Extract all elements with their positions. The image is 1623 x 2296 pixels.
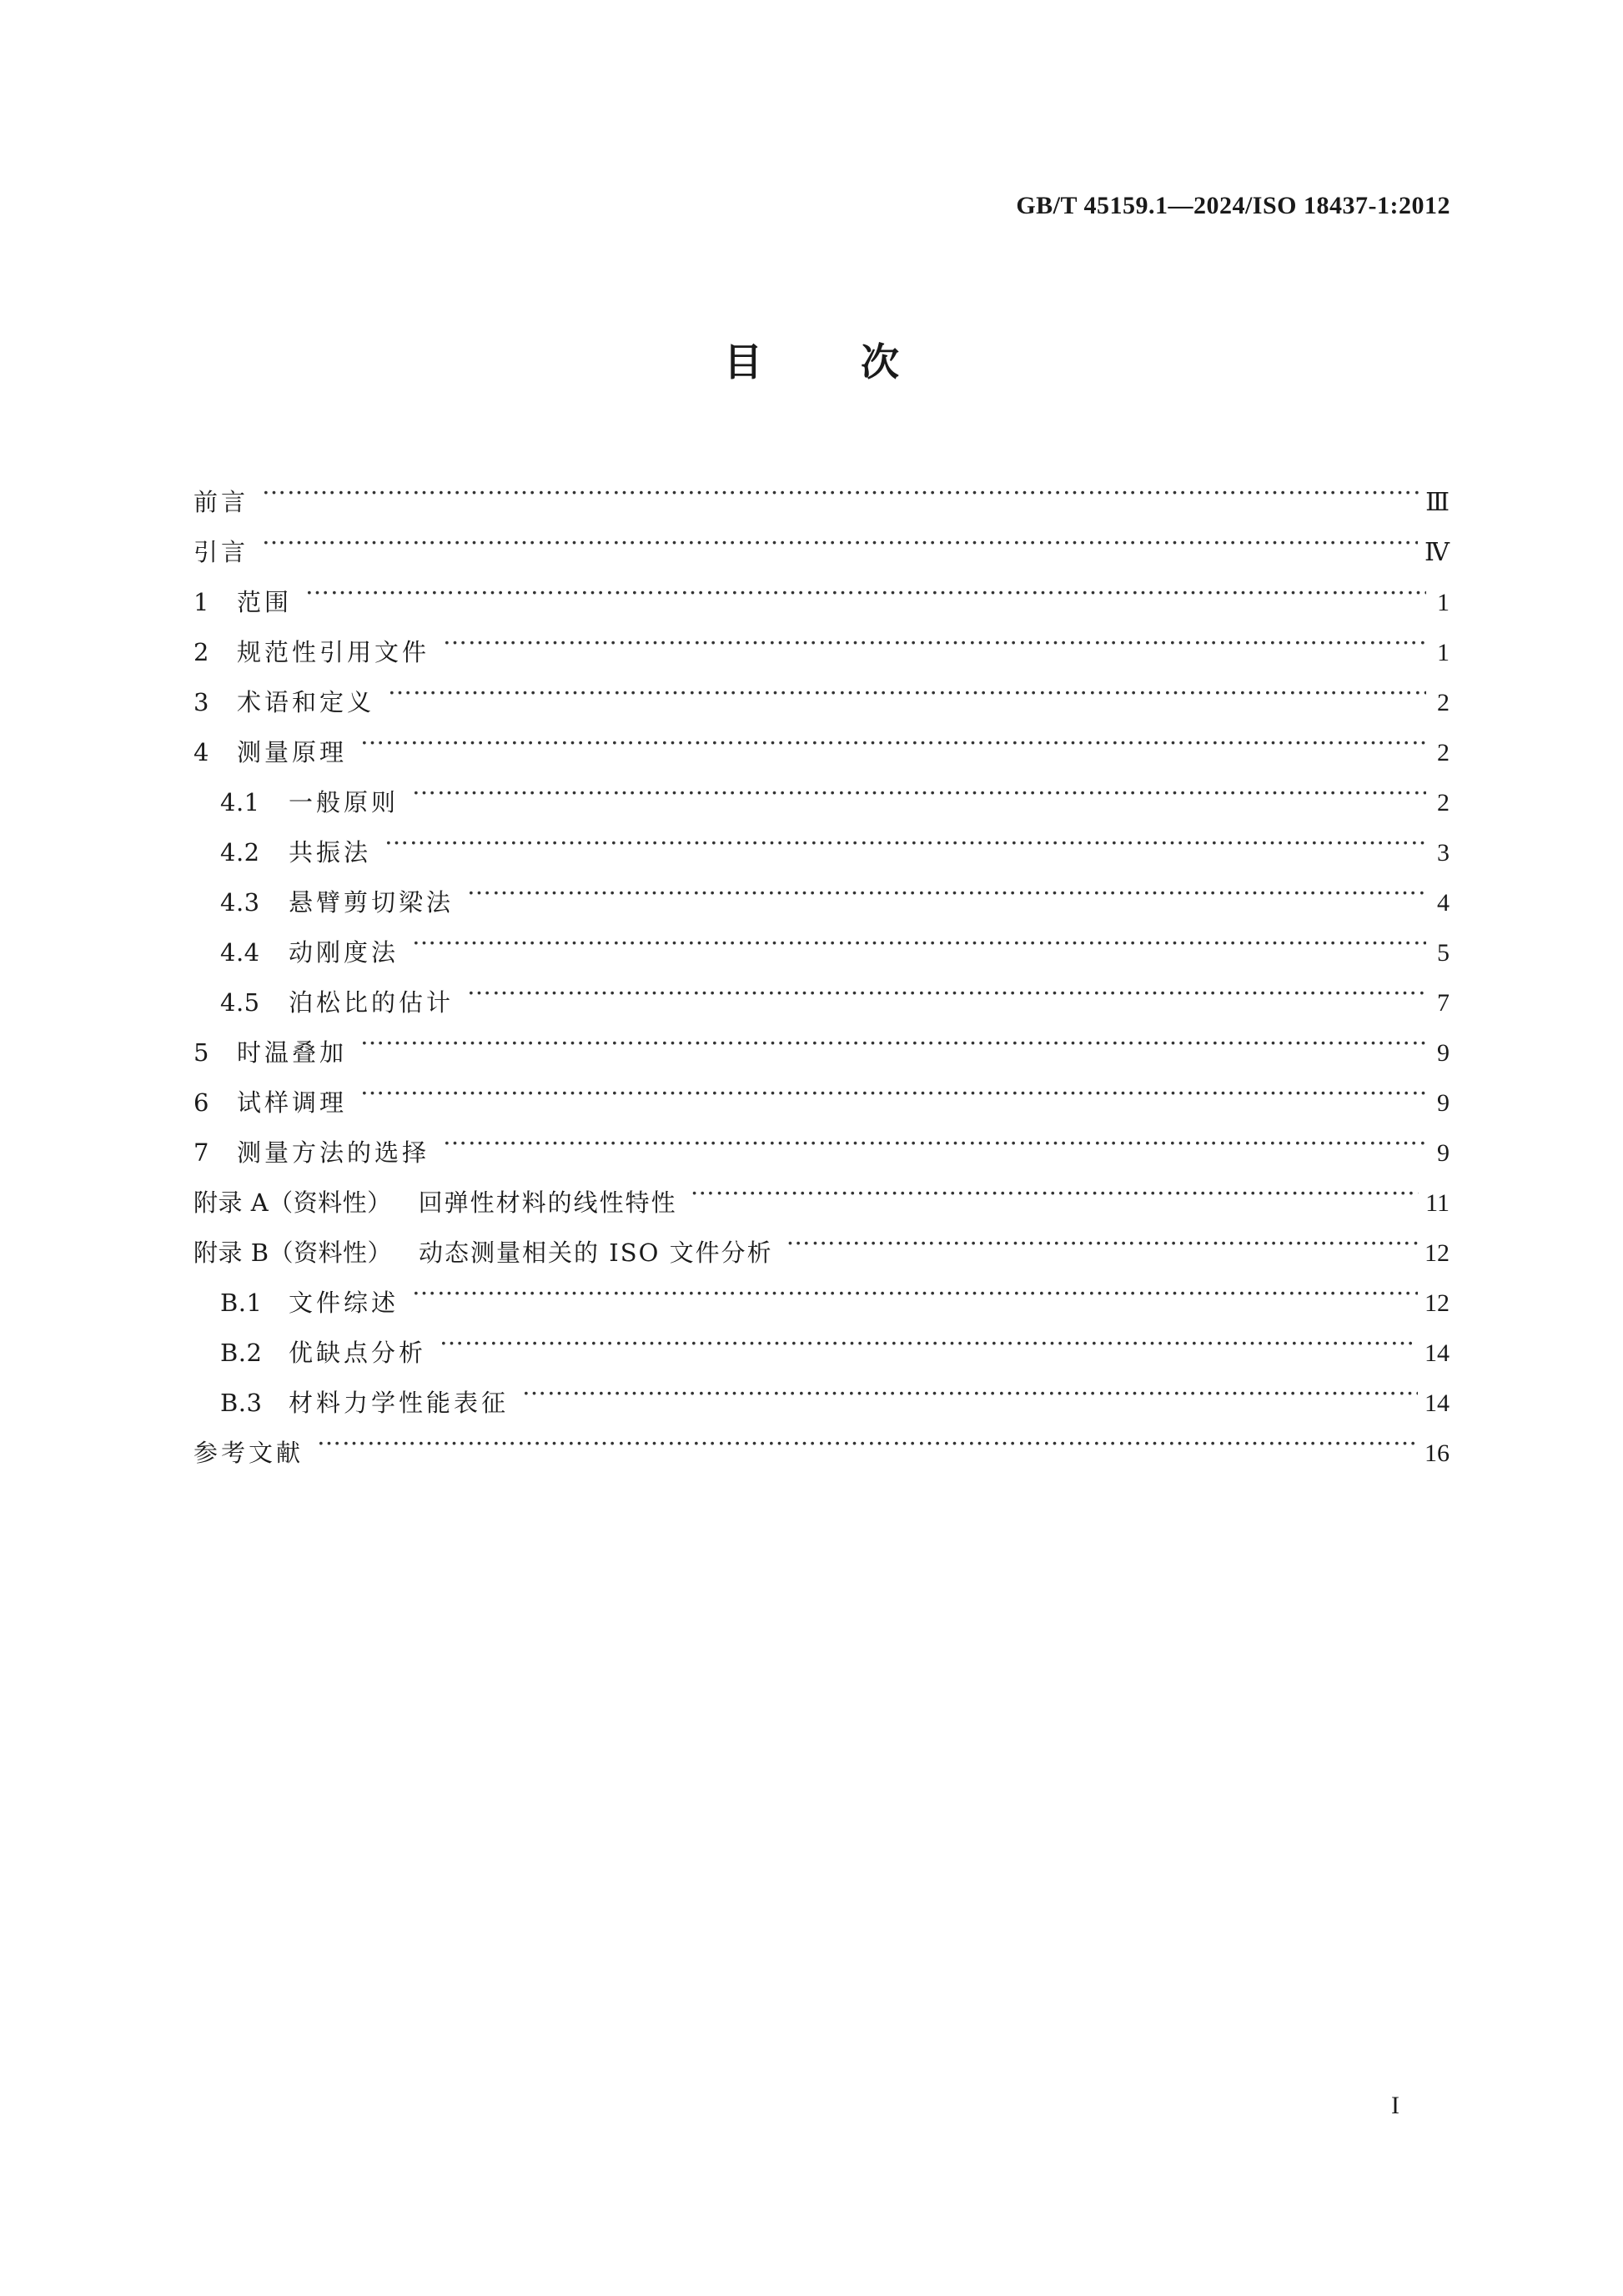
toc-entry-number: 4 (193, 738, 209, 766)
toc-entry-page: 2 (1437, 789, 1450, 816)
toc-entry-foreword[interactable] (193, 460, 1450, 516)
toc-entry-4-1[interactable] (193, 761, 1450, 816)
toc-entry-title: 一般原则 (289, 788, 399, 816)
toc-entry-number: 4.1 (220, 788, 260, 816)
toc-entry-page: 16 (1425, 1439, 1450, 1467)
toc-entry-title: 引言 (193, 538, 249, 566)
dot-leader (317, 1411, 1418, 1461)
toc-entry-title: 共振法 (289, 838, 372, 867)
page-number: I (1391, 2092, 1399, 2119)
toc-entry-title: 优缺点分析 (289, 1339, 427, 1367)
toc-entry-page: 2 (1437, 739, 1450, 766)
toc-entry-number: B.1 (220, 1289, 263, 1317)
dot-leader (440, 1311, 1418, 1361)
dot-leader (360, 1061, 1426, 1111)
toc-entry-number: 5 (193, 1038, 209, 1067)
toc-entry-page: 12 (1425, 1239, 1450, 1267)
dot-leader (467, 861, 1426, 911)
dot-leader (262, 510, 1418, 560)
toc-entry-number: 附录 A（资料性） (193, 1188, 392, 1217)
toc-entry-page: Ⅲ (1425, 489, 1450, 516)
toc-entry-number: 6 (193, 1088, 209, 1117)
dot-leader (443, 610, 1426, 661)
dot-leader (522, 1361, 1418, 1411)
toc-entry-number: 1 (193, 588, 209, 616)
toc-entry-page: 7 (1437, 989, 1450, 1017)
toc-entry-6[interactable] (193, 1061, 1450, 1117)
toc-entry-title: 范围 (237, 588, 293, 616)
toc-entry-page: 9 (1437, 1139, 1450, 1167)
toc-entry-page: 1 (1437, 589, 1450, 616)
toc-entry-title: 动刚度法 (289, 938, 399, 967)
toc-entry-title: 规范性引用文件 (237, 638, 430, 666)
toc-entry-title: 悬臂剪切梁法 (289, 888, 455, 917)
toc-entry-page: 3 (1437, 839, 1450, 867)
dot-leader (412, 911, 1426, 961)
toc-entry-page: 5 (1437, 939, 1450, 967)
toc-entry-number: 4.5 (220, 988, 260, 1017)
toc-entry-number: 4.2 (220, 838, 260, 867)
toc-entry-number: 附录 B（资料性） (193, 1238, 393, 1267)
toc-entry-page: 14 (1425, 1389, 1450, 1417)
toc-entry-5[interactable] (193, 1011, 1450, 1067)
dot-leader (360, 1011, 1426, 1061)
toc-entry-title: 时温叠加 (237, 1038, 348, 1067)
toc-entry-title: 测量原理 (237, 738, 348, 766)
standard-number: GB/T 45159.1—2024/ISO 18437-1:2012 (1016, 192, 1450, 219)
toc-entry-page: 1 (1437, 639, 1450, 666)
dot-leader (305, 560, 1426, 610)
toc-entry-introduction[interactable] (193, 510, 1450, 566)
toc-entry-page: 9 (1437, 1039, 1450, 1067)
toc-entry-title: 动态测量相关的 ISO 文件分析 (419, 1238, 773, 1267)
toc-entry-title: 文件综述 (289, 1289, 399, 1317)
toc-entry-number: 7 (193, 1138, 209, 1167)
toc-entry-number: 4.4 (220, 938, 260, 967)
toc-entry-4[interactable] (193, 711, 1450, 766)
title-char-1: 目 (724, 339, 762, 384)
dot-leader (691, 1161, 1419, 1211)
toc-entry-page: 14 (1425, 1339, 1450, 1367)
toc-entry-page: 9 (1437, 1089, 1450, 1117)
toc-entry-page: 11 (1425, 1189, 1450, 1217)
toc-entry-bibliography[interactable] (193, 1411, 1450, 1467)
dot-leader (786, 1211, 1418, 1261)
toc-entry-title: 回弹性材料的线性特性 (418, 1188, 677, 1217)
dot-leader (443, 1111, 1426, 1161)
toc-entry-page: Ⅳ (1425, 539, 1450, 566)
toc-entry-page: 12 (1425, 1289, 1450, 1317)
toc-entry-1[interactable] (193, 560, 1450, 616)
toc-entry-page: 2 (1437, 689, 1450, 716)
dot-leader (412, 1261, 1418, 1311)
toc-entry-number: 4.3 (220, 888, 260, 917)
toc-entry-number: 2 (193, 638, 209, 666)
dot-leader (412, 761, 1426, 811)
toc-entry-title: 前言 (193, 488, 249, 516)
toc-entry-4-3[interactable] (193, 861, 1450, 917)
toc-entry-title: 泊松比的估计 (289, 988, 455, 1017)
dot-leader (360, 711, 1426, 761)
toc-entry-page: 4 (1437, 889, 1450, 917)
dot-leader (388, 661, 1426, 711)
toc-entry-title: 测量方法的选择 (237, 1138, 430, 1167)
toc-entry-number: 3 (193, 688, 209, 716)
toc-entry-title: 术语和定义 (237, 688, 375, 716)
toc-entry-2[interactable] (193, 610, 1450, 666)
toc-entry-7[interactable] (193, 1111, 1450, 1167)
title-char-2: 次 (861, 339, 899, 384)
dot-leader (467, 961, 1426, 1011)
toc-entry-title: 材料力学性能表征 (289, 1389, 510, 1417)
dot-leader (262, 460, 1419, 510)
toc-entry-title: 参考文献 (193, 1439, 304, 1467)
toc-entry-number: B.2 (220, 1339, 263, 1367)
toc-entry-number: B.3 (220, 1389, 263, 1417)
table-of-contents (193, 460, 1450, 1467)
toc-entry-title: 试样调理 (237, 1088, 348, 1117)
dot-leader (384, 811, 1426, 861)
page-title (0, 332, 1623, 387)
